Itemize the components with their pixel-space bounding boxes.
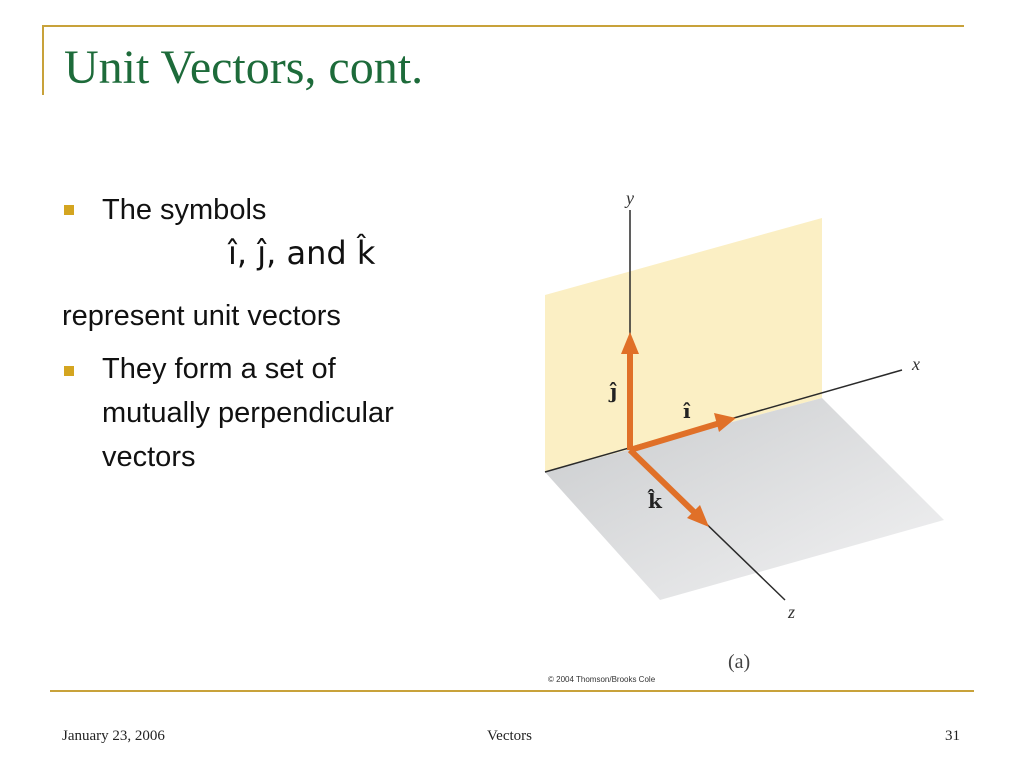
j-vector-label: ĵ	[610, 379, 618, 403]
unit-vector-symbols: î, ĵ, and k̂	[228, 234, 376, 272]
frame-top-rule	[42, 25, 964, 27]
footer-page-number: 31	[945, 728, 960, 744]
unit-vector-figure	[540, 180, 960, 690]
bullet-marker	[64, 366, 74, 376]
bullet-line-1: They form a set of	[102, 353, 336, 385]
frame-left-rule	[42, 25, 44, 95]
i-vector-label: î	[683, 399, 691, 423]
z-axis-label: z	[788, 602, 796, 622]
x-axis-label: x	[912, 354, 920, 374]
slide-title: Unit Vectors, cont.	[64, 41, 424, 94]
k-vector-label: k̂	[648, 489, 662, 513]
body-text-unit-vectors: represent unit vectors	[62, 300, 341, 332]
bullet-marker	[64, 205, 74, 215]
footer-rule	[50, 690, 974, 692]
bullet-line-2: mutually perpendicular	[102, 397, 394, 429]
figure-caption: (a)	[728, 651, 751, 673]
footer-topic: Vectors	[487, 728, 532, 744]
y-axis-label: y	[626, 188, 634, 208]
copyright-notice: © 2004 Thomson/Brooks Cole	[548, 675, 656, 684]
bullet-text-symbols: The symbols	[102, 194, 267, 226]
bullet-line-3: vectors	[102, 441, 196, 473]
footer-date: January 23, 2006	[62, 728, 165, 744]
